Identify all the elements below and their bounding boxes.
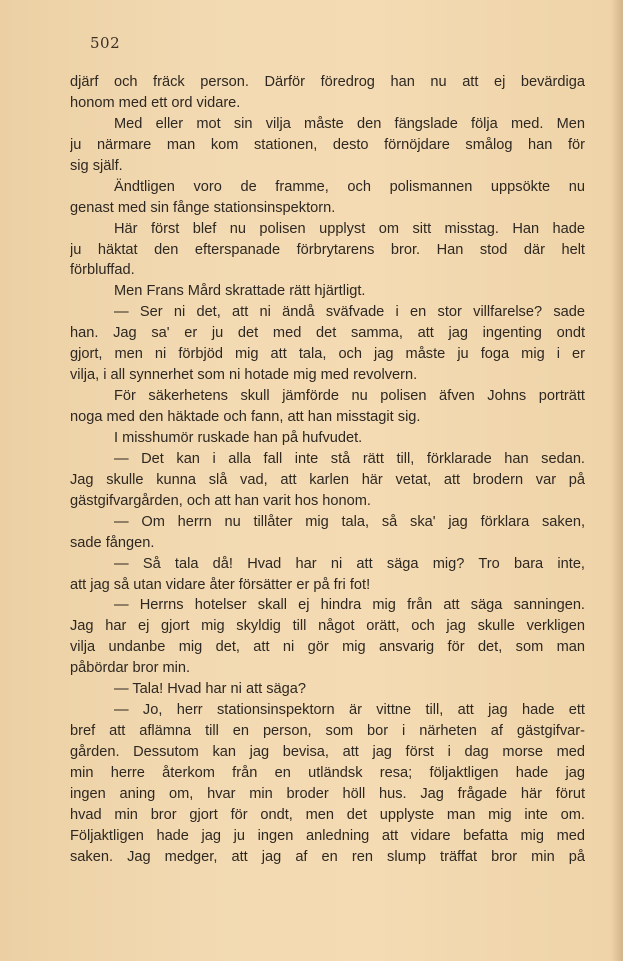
text-line: Jag skulle kunna slå vad, att karlen här vetat, att brodern var på bbox=[70, 471, 585, 488]
text-line: Följaktligen hade jag ju ingen anledning att vidare befatta mig med bbox=[70, 827, 585, 844]
text-line: bref att aflämna till en person, som bor i närheten af gästgifvar- bbox=[70, 723, 585, 740]
text-line: Men Frans Mård skrattade rätt hjärtligt. bbox=[114, 283, 366, 300]
text-line: påbördar bror min. bbox=[70, 660, 191, 677]
text-line: gården. Dessutom kan jag bevisa, att jag först i dag morse med bbox=[70, 744, 585, 760]
text-line: I misshumör ruskade han på hufvudet. bbox=[114, 429, 363, 446]
text-line: — Tala! Hvad har ni att säga? bbox=[114, 681, 306, 698]
text-line: att jag så utan vidare åter försätter er på fri fot! bbox=[70, 576, 371, 593]
text-line: förbluffad. bbox=[70, 262, 135, 279]
text-line: — Det kan i alla fall inte stå rätt till, förklarade han sedan. bbox=[114, 450, 585, 467]
text-line: saken. Jag medger, att jag af en ren slump träffat bror min på bbox=[70, 848, 585, 865]
text-line: — Så tala då! Hvad har ni att säga mig? Tro bara inte, bbox=[114, 555, 585, 572]
text-line: ju närmare man kom stationen, desto förnöjdare smålog han för bbox=[70, 136, 585, 153]
text-line: — Om herrn nu tillåter mig tala, så ska' jag förklara saken, bbox=[114, 513, 585, 530]
body-text bbox=[70, 72, 585, 868]
text-line: ju häktat den efterspanade förbrytarens bror. Han stod där helt bbox=[70, 241, 585, 258]
text-line: honom med ett ord vidare. bbox=[70, 94, 241, 111]
text-line: han. Jag sa' er ju det med det samma, att jag ingenting ondt bbox=[70, 325, 585, 342]
text-line: genast med sin fånge stationsinspektorn. bbox=[70, 199, 336, 216]
text-line: Här först blef nu polisen upplyst om sitt misstag. Han hade bbox=[114, 220, 585, 237]
text-line: — Ser ni det, att ni ändå sväfvade i en stor villfarelse? sade bbox=[114, 304, 585, 321]
text-line: sade fången. bbox=[70, 534, 155, 551]
text-line: hvad min bror gjort för ondt, men det upplyste man mig inte om. bbox=[70, 806, 585, 823]
page-number: 502 bbox=[90, 34, 121, 52]
text-line: djärf och fräck person. Därför föredrog han nu att ej bevärdiga bbox=[70, 74, 585, 90]
text-line: vilja undanbe mig det, att ni gör mig ansvarig för det, som man bbox=[70, 639, 585, 656]
text-line: Jag har ej gjort mig skyldig till något orätt, och jag skulle verkligen bbox=[70, 618, 585, 635]
text-line: Ändtligen voro de framme, och polismannen uppsökte nu bbox=[114, 178, 585, 195]
text-line: Med eller mot sin vilja måste den fängslade följa med. Men bbox=[114, 115, 585, 132]
text-line: gjort, men ni förbjöd mig att tala, och jag måste ju foga mig i er bbox=[70, 346, 585, 363]
text-line: gästgifvargården, och att han varit hos honom. bbox=[70, 492, 371, 509]
text-line: ingen aning om, hvar min broder höll hus. Jag frågade här förut bbox=[70, 785, 585, 802]
text-line: vilja, i all synnerhet som ni hotade mig med revolvern. bbox=[70, 367, 418, 384]
text-line: — Jo, herr stationsinspektorn är vittne till, att jag hade ett bbox=[114, 702, 585, 719]
text-line: noga med den häktade och fann, att han misstagit sig. bbox=[70, 409, 421, 425]
text-line: sig själf. bbox=[70, 157, 123, 174]
text-line: — Herrns hotelser skall ej hindra mig från att säga sanningen. bbox=[114, 597, 585, 614]
text-line: För säkerhetens skull jämförde nu polisen äfven Johns porträtt bbox=[114, 388, 585, 405]
text-line: min herre återkom från en utländsk resa; följaktligen hade jag bbox=[70, 764, 585, 781]
